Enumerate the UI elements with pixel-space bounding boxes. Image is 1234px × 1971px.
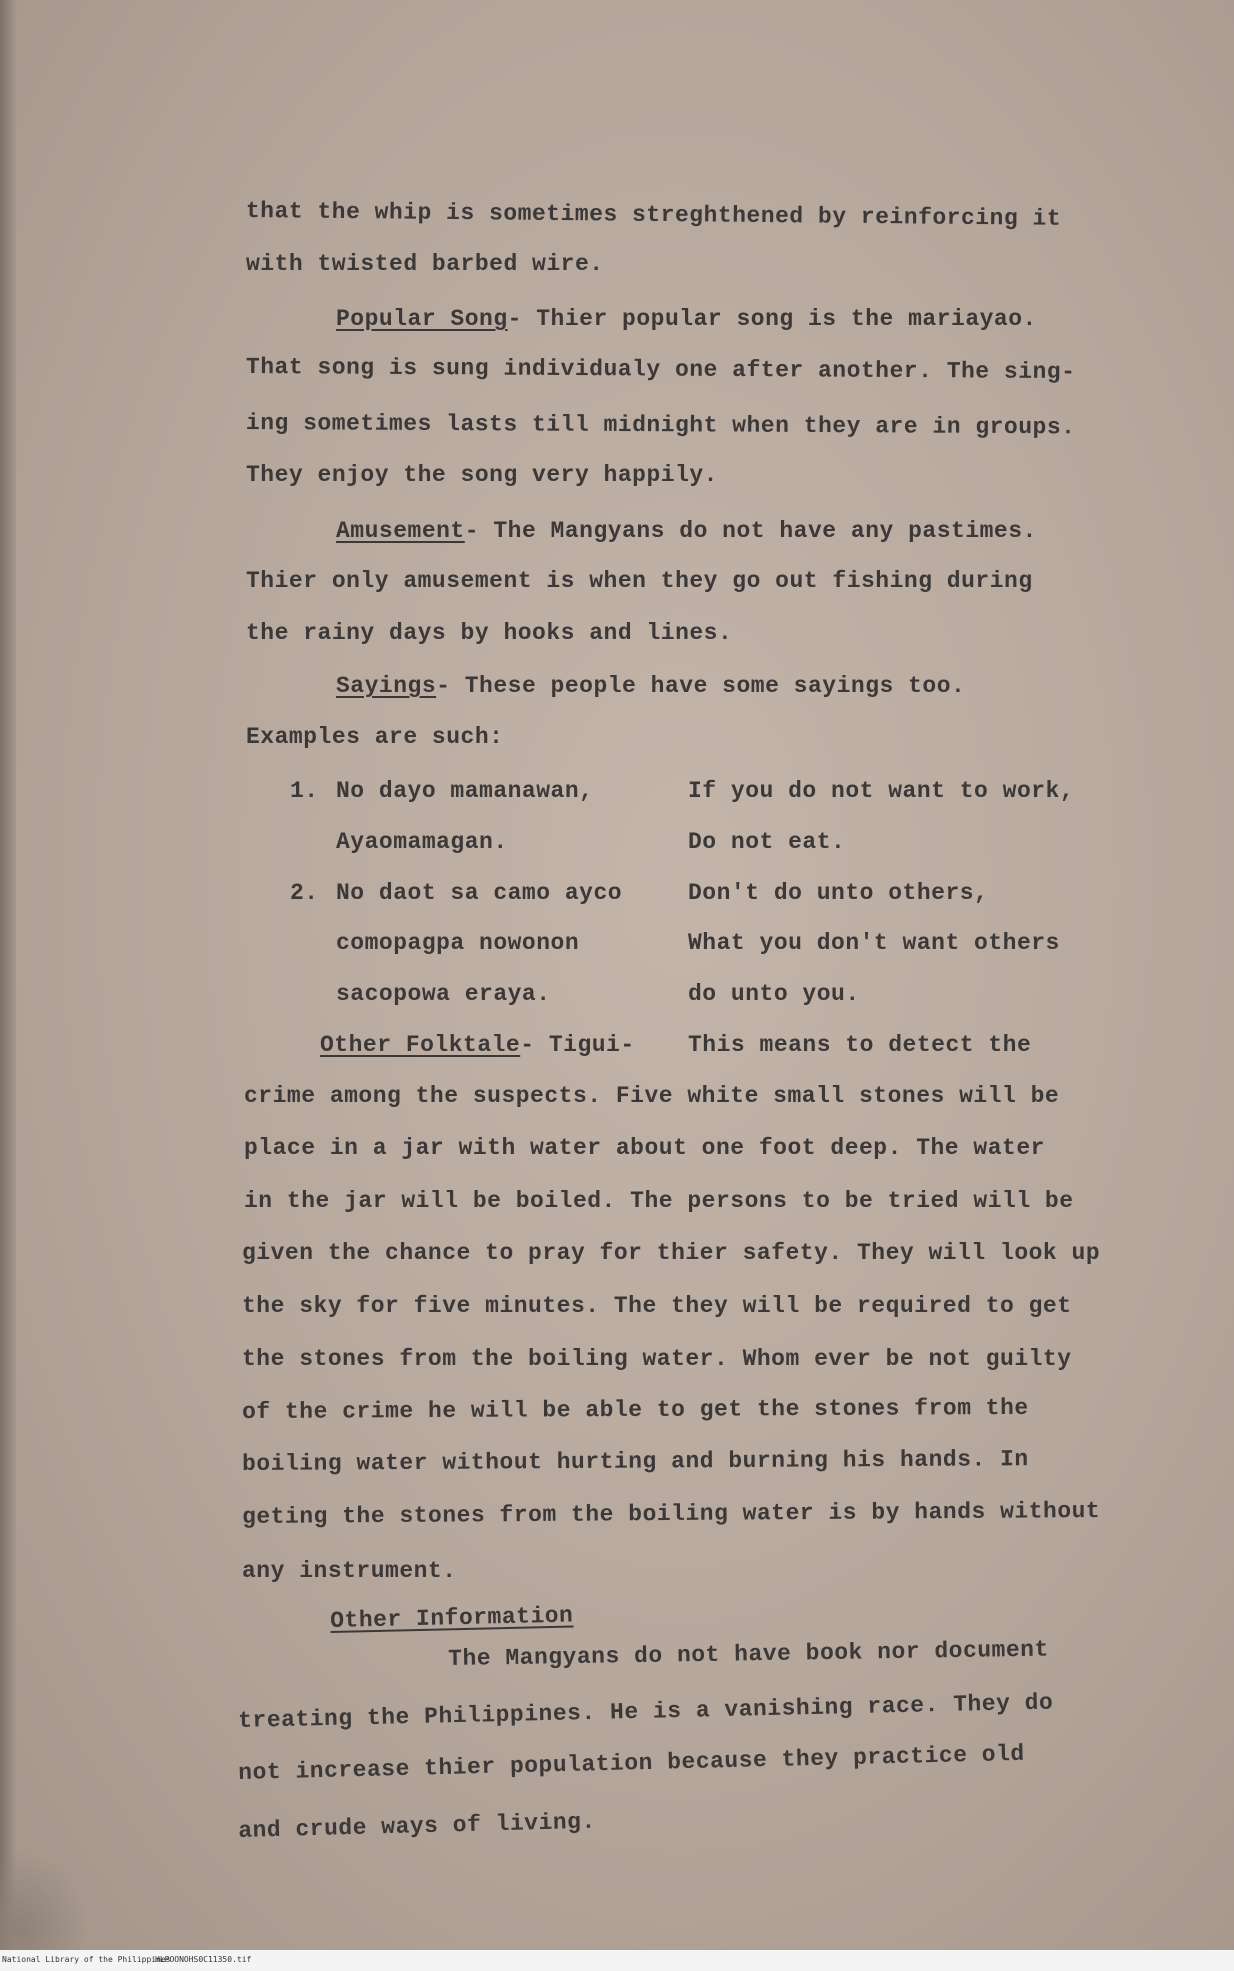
saying-native-line: No dayo mamanawan, xyxy=(336,778,594,804)
body-line: given the chance to pray for thier safety. They will look up xyxy=(242,1240,1101,1266)
section-other-information xyxy=(330,1604,574,1633)
page-binding-edge xyxy=(0,0,16,1950)
body-line: the sky for five minutes. The they will be required to get xyxy=(242,1293,1072,1319)
footer-file: HLPOONOHS0C11350.tif xyxy=(155,1955,252,1964)
heading-amusement: Amusement xyxy=(336,518,465,544)
body-line: the stones from the boiling water. Whom ever be not guilty xyxy=(242,1346,1072,1372)
body-line: of the crime he will be able to get the stones from the xyxy=(241,1394,1029,1425)
section-amusement xyxy=(336,520,1037,543)
body-line: and crude ways of living. xyxy=(237,1808,597,1844)
body-line: boiling water without hurting and burning his hands. In xyxy=(241,1446,1029,1477)
body-line: place in a jar with water about one foot deep. The water xyxy=(244,1135,1045,1161)
saying-english-line: Don't do unto others, xyxy=(688,880,989,906)
body-line: geting the stones from the boiling water is by hands without xyxy=(241,1498,1101,1530)
saying-native-line: No daot sa camo ayco xyxy=(336,880,623,906)
body-line: They enjoy the song very happily. xyxy=(246,462,718,488)
body-line: the rainy days by hooks and lines. xyxy=(246,620,733,646)
saying-native-line: comopagpa nowonon xyxy=(336,930,580,956)
saying-english-line: What you don't want others xyxy=(688,930,1060,956)
body-line: ing sometimes lasts till midnight when they are in groups. xyxy=(245,410,1076,441)
heading-popular-song: Popular Song xyxy=(336,306,508,332)
footer-library: National Library of the Philippines xyxy=(2,1955,171,1964)
scan-footer xyxy=(0,1950,1234,1971)
body-line: The Mangyans do not have book nor document xyxy=(447,1636,1050,1672)
heading-sayings: Sayings xyxy=(336,673,437,699)
body-line: with twisted barbed wire. xyxy=(246,251,604,277)
saying-english-line: do unto you. xyxy=(688,981,860,1007)
section-other-folktale xyxy=(320,1034,635,1057)
saying-english-line: Do not eat. xyxy=(688,829,846,855)
saying-native-line: sacopowa eraya. xyxy=(336,981,551,1007)
body-line: crime among the suspects. Five white small stones will be xyxy=(244,1083,1060,1109)
body-line: This means to detect the xyxy=(688,1032,1032,1058)
heading-other-information: Other Information xyxy=(329,1602,574,1634)
body-line: in the jar will be boiled. The persons to be tried will be xyxy=(244,1188,1074,1214)
body-line: - Thier popular song is the mariayao. xyxy=(507,306,1037,332)
body-line: treating the Philippines. He is a vanishing race. They do xyxy=(237,1689,1054,1734)
body-line: any instrument. xyxy=(242,1558,457,1584)
saying-number: 1. xyxy=(290,778,319,804)
paper-stain xyxy=(0,1850,90,1950)
saying-number: 2. xyxy=(290,880,319,906)
body-line: that the whip is sometimes streghthened by reinforcing it xyxy=(245,198,1062,232)
body-line: That song is sung individualy one after another. The sing- xyxy=(245,354,1076,386)
heading-other-folktale: Other Folktale xyxy=(320,1032,521,1058)
section-sayings xyxy=(336,675,965,698)
body-line: Thier only amusement is when they go out fishing during xyxy=(246,568,1033,594)
folktale-title: - Tigui- xyxy=(520,1032,635,1058)
saying-english-line: If you do not want to work, xyxy=(688,778,1075,804)
section-popular-song xyxy=(336,308,1037,331)
body-line: - These people have some sayings too. xyxy=(436,673,966,699)
body-line: - The Mangyans do not have any pastimes. xyxy=(464,518,1037,544)
body-line: not increase thier population because they practice old xyxy=(237,1740,1025,1786)
saying-native-line: Ayaomamagan. xyxy=(336,829,508,855)
body-line: Examples are such: xyxy=(246,724,504,750)
